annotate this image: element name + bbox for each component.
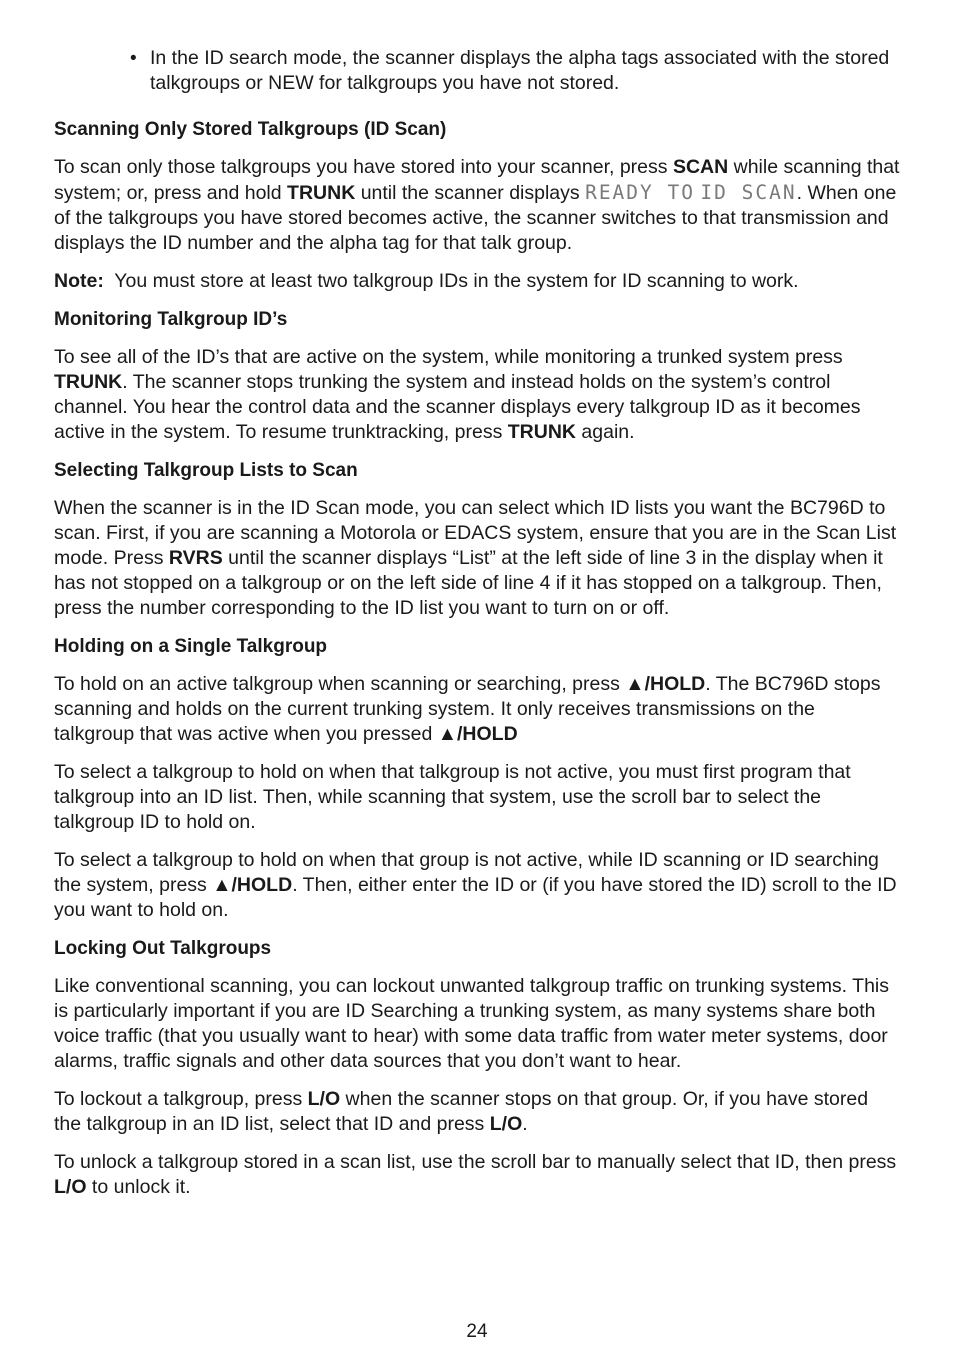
paragraph-selecting-lists: When the scanner is in the ID Scan mode, you can select which ID lists you want the BC796D to scan. First, if you are scanning a Motorola or EDACS system, ensure that you are in the Scan List mode. Press RVRS until the scanner displays “List” at the left side of line 3 in the display when it has not stopped on a talkgroup or on the left side of line 4 if it has stopped on a talkgroup. Then, press the number corresponding to the ID list you want to turn on or off. — [54, 497, 897, 619]
key-lo: L/O — [489, 1113, 523, 1135]
key-hold: ▲/HOLD — [625, 673, 706, 695]
lcd-text-ready-to: READY TO — [585, 181, 695, 204]
paragraph-id-scan: To scan only those talkgroups you have stored into your scanner, press SCAN while scanning that system; or, press and hold TRUNK until the scanner displays READY TO ID SCAN. When one of the talkgroups you have stored becomes active, the scanner switches to that transmission and displays the ID number and the alpha tag for that talk group. — [54, 156, 900, 254]
note-paragraph: Note: You must store at least two talkgroup IDs in the system for ID scanning to work. — [54, 270, 799, 292]
heading-selecting-lists: Selecting Talkgroup Lists to Scan — [54, 460, 358, 481]
heading-monitoring-ids: Monitoring Talkgroup ID’s — [54, 309, 288, 330]
heading-id-scan: Scanning Only Stored Talkgroups (ID Scan) — [54, 119, 447, 140]
paragraph-holding-2: To select a talkgroup to hold on when that talkgroup is not active, you must first program that talkgroup into an ID list. Then, while scanning that system, use the scroll bar to select the talkgroup ID to hold on. — [54, 761, 851, 833]
key-trunk: TRUNK — [507, 421, 576, 443]
key-hold: ▲/HOLD — [437, 723, 518, 745]
key-lo: L/O — [307, 1088, 341, 1110]
paragraph-locking-1: Like conventional scanning, you can lockout unwanted talkgroup traffic on trunking systems. This is particularly important if you are ID Searching a trunking system, as many systems share both voice traffic (that you usually want to hear) with some data traffic from water meter systems, door alarms, traffic signals and other data sources that you don’t want to hear. — [54, 975, 890, 1072]
bullet-text: In the ID search mode, the scanner displays the alpha tags associated with the stored talkgroups or NEW for talkgroups you have not stored. — [150, 47, 890, 94]
bullet-dot-icon: • — [130, 48, 137, 69]
paragraph-holding-3: To select a talkgroup to hold on when that group is not active, while ID scanning or ID searching the system, press ▲/HOLD. Then, either enter the ID or (if you have stored the ID) scroll to the ID you want to hold on. — [54, 849, 897, 921]
paragraph-monitoring-ids: To see all of the ID’s that are active on the system, while monitoring a trunked system press TRUNK. The scanner stops trunking the system and instead holds on the system’s control channel. You hear the control data and the scanner displays every talkgroup ID as it becomes active in the system. To resume trunktracking, press TRUNK again. — [54, 346, 861, 443]
heading-holding-talkgroup: Holding on a Single Talkgroup — [54, 636, 328, 657]
key-lo: L/O — [54, 1176, 87, 1198]
key-trunk: TRUNK — [54, 371, 123, 393]
paragraph-locking-2: To lockout a talkgroup, press L/O when the scanner stops on that group. Or, if you have stored the talkgroup in an ID list, select that ID and press L/O. — [54, 1088, 869, 1135]
lcd-text-id-scan: ID SCAN — [700, 181, 797, 204]
paragraph-locking-3: To unlock a talkgroup stored in a scan list, use the scroll bar to manually select that ID, then press L/O to unlock it. — [54, 1151, 897, 1198]
key-hold: ▲/HOLD — [212, 874, 293, 896]
key-scan: SCAN — [672, 156, 729, 178]
page-number: 24 — [466, 1321, 488, 1342]
manual-page-body — [54, 46, 900, 1213]
note-label: Note: — [54, 270, 104, 292]
key-trunk: TRUNK — [287, 182, 356, 204]
heading-locking-out: Locking Out Talkgroups — [54, 938, 272, 959]
bullet-item — [130, 46, 900, 96]
paragraph-holding-1: To hold on an active talkgroup when scanning or searching, press ▲/HOLD. The BC796D stops scanning and holds on the current trunking system. It only receives transmissions on the talkgroup that was active when you pressed ▲/HOLD — [54, 673, 881, 745]
key-rvrs: RVRS — [168, 547, 223, 569]
